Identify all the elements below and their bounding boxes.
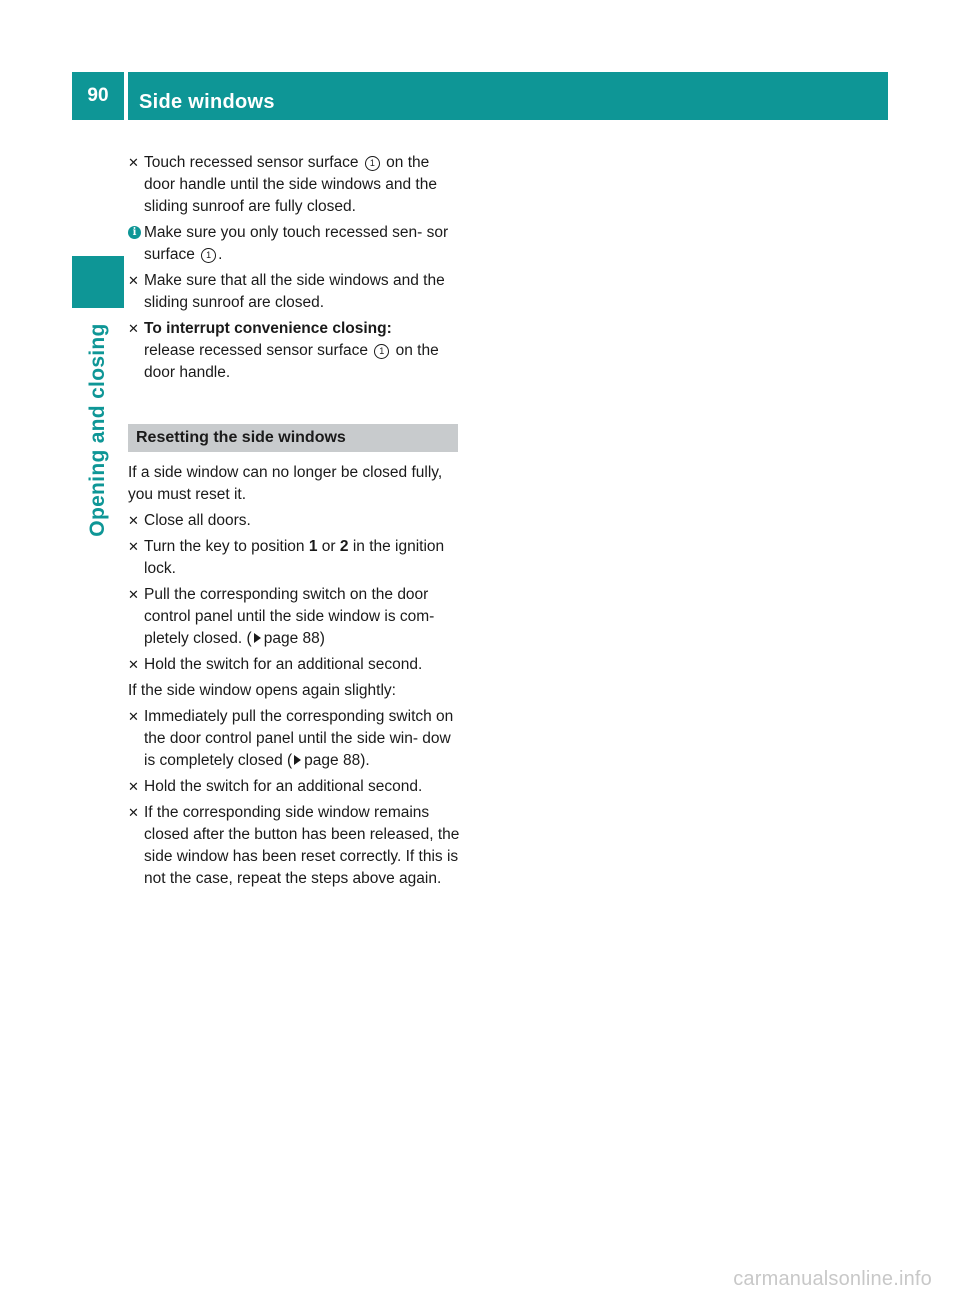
- info-text: .: [218, 246, 223, 263]
- step-text: If the corresponding side window remains closed after the button has been released, the side window has been reset correctly. If this is not the case, repeat the steps above again.: [144, 804, 460, 887]
- page-reference-link[interactable]: page 88): [263, 630, 325, 647]
- step-text: Touch recessed sensor surface: [144, 154, 363, 171]
- list-item: [128, 318, 460, 384]
- watermark: carmanualsonline.info: [733, 1268, 932, 1290]
- x-marker-icon: ✕: [128, 321, 139, 336]
- sidebar-block: [72, 256, 124, 308]
- page-number: [72, 72, 124, 120]
- numbered-circle-icon: 1: [374, 344, 389, 359]
- list-item: [128, 510, 460, 532]
- list-item: [128, 802, 460, 890]
- list-item: [128, 536, 460, 580]
- list-item: [128, 152, 460, 218]
- triangle-pointer-icon: [294, 755, 301, 765]
- x-marker-icon: ✕: [128, 513, 139, 528]
- step-text: Hold the switch for an additional second.: [144, 778, 423, 795]
- x-marker-icon: ✕: [128, 587, 139, 602]
- numbered-circle-icon: 1: [201, 248, 216, 263]
- list-item: [128, 706, 460, 772]
- step-text: or: [317, 538, 340, 555]
- step-text: Immediately pull the corresponding switch on the door control panel until the side win- dow is completely closed (: [144, 708, 454, 769]
- x-marker-icon: ✕: [128, 155, 139, 170]
- x-marker-icon: ✕: [128, 273, 139, 288]
- triangle-pointer-icon: [254, 633, 261, 643]
- step-text: Make sure that all the side windows and the sliding sunroof are closed.: [144, 272, 445, 311]
- info-note: [128, 222, 460, 266]
- paragraph: If the side window opens again slightly:: [128, 682, 396, 699]
- list-item: [128, 270, 460, 314]
- list-item: [128, 584, 460, 650]
- list-item: [128, 776, 460, 798]
- header-bar: [128, 72, 888, 120]
- page-title: Side windows: [139, 91, 275, 113]
- page-number-text: 90: [87, 85, 109, 106]
- info-text: Make sure you only touch recessed sen- sor surface: [144, 224, 449, 263]
- step-text: in the ignition lock.: [144, 538, 445, 577]
- step-text: release recessed sensor surface: [144, 342, 373, 359]
- step-text: Close all doors.: [144, 512, 251, 529]
- step-text: on the door handle.: [144, 342, 439, 381]
- numbered-circle-icon: 1: [365, 156, 380, 171]
- x-marker-icon: ✕: [128, 539, 139, 554]
- step-text: Hold the switch for an additional second.: [144, 656, 423, 673]
- section-heading: Resetting the side windows: [128, 424, 458, 452]
- paragraph: If a side window can no longer be closed fully, you must reset it.: [128, 464, 443, 503]
- x-marker-icon: ✕: [128, 657, 139, 672]
- info-icon: i: [128, 226, 141, 239]
- step-text: Pull the corresponding switch on the door control panel until the side window is com- pletely closed. (: [144, 586, 435, 647]
- page-reference-link[interactable]: page 88).: [304, 752, 370, 769]
- section-label-vertical: Opening and closing: [86, 323, 109, 537]
- x-marker-icon: ✕: [128, 779, 139, 794]
- x-marker-icon: ✕: [128, 709, 139, 724]
- main-content: [128, 152, 460, 894]
- key-position: 2: [339, 538, 349, 555]
- list-item: [128, 654, 460, 676]
- key-position: 1: [308, 538, 318, 555]
- step-heading: To interrupt convenience closing:: [144, 320, 392, 337]
- x-marker-icon: ✕: [128, 805, 139, 820]
- step-text: Turn the key to position: [144, 538, 309, 555]
- step-text: on the door handle until the side windows and the sliding sunroof are fully closed.: [144, 154, 437, 215]
